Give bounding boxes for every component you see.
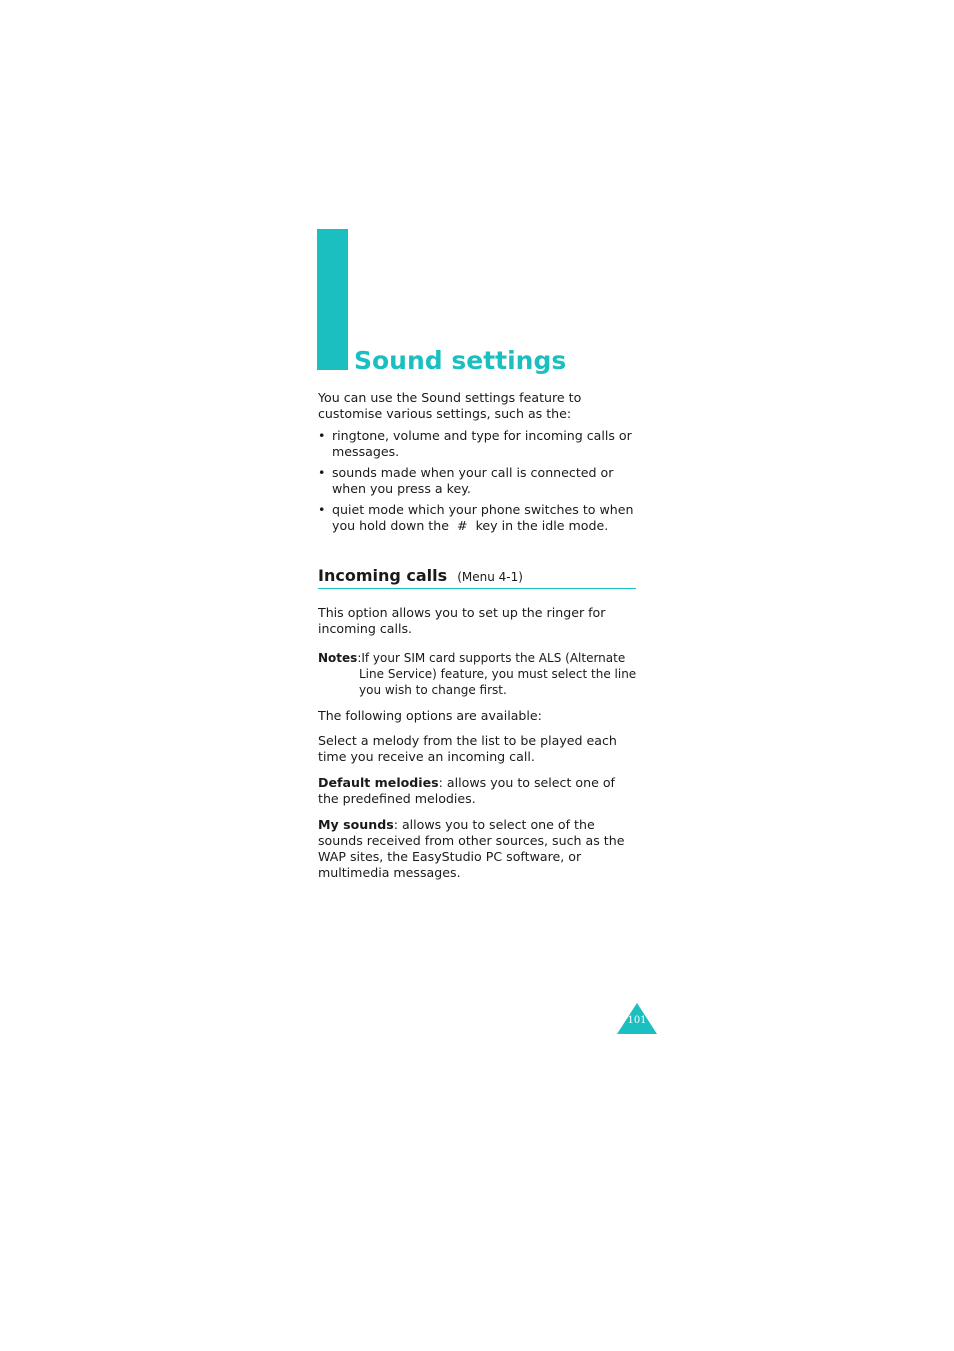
list-item-text-before: quiet mode which your phone switches to when you hold down the [332,502,634,533]
my-sounds-label: My sounds [318,817,394,832]
notes-label: Notes [318,651,358,665]
page-content [318,390,638,881]
list-item [318,502,638,534]
notes-text-first: :If your SIM card supports the ALS (Alternate [357,651,626,665]
my-sounds-paragraph [318,817,638,881]
default-melodies-paragraph [318,775,638,807]
notes-block [318,650,638,698]
list-item-text: sounds made when your call is connected or when you press a key. [332,465,614,496]
page-number: 101 [627,1015,647,1026]
my-sounds-text: : allows you to select one of the sounds received from other sources, such as the WAP sites, the EasyStudio PC software, or multimedia messages. [318,817,625,880]
list-item-text-after: key in the idle mode. [475,518,609,533]
intro-paragraph: You can use the Sound settings feature to customise various settings, such as the: [318,390,582,421]
melody-paragraph: Select a melody from the list to be played each time you receive an incoming call. [318,733,617,764]
page-number-badge [617,1003,657,1034]
hash-key-icon: # [457,518,468,533]
menu-number: (Menu 4-1) [457,570,523,584]
bullet-icon: • [318,428,326,443]
section-title: Incoming calls [318,566,448,585]
bullet-icon: • [318,502,326,517]
page-title: Sound settings [354,346,567,375]
section-paragraph: This option allows you to set up the ringer for incoming calls. [318,605,606,636]
list-item-text: ringtone, volume and type for incoming calls or messages. [332,428,632,459]
chapter-accent-bar [317,229,348,370]
notes-text-rest: Line Service) feature, you must select the line you wish to change first. [359,667,637,697]
list-item [318,428,638,460]
feature-list [318,428,638,534]
options-intro: The following options are available: [318,708,542,723]
default-melodies-text: : allows you to select one of the predefined melodies. [318,775,615,806]
default-melodies-label: Default melodies [318,775,439,790]
bullet-icon: • [318,465,326,480]
list-item [318,465,638,497]
section-heading [318,568,636,589]
